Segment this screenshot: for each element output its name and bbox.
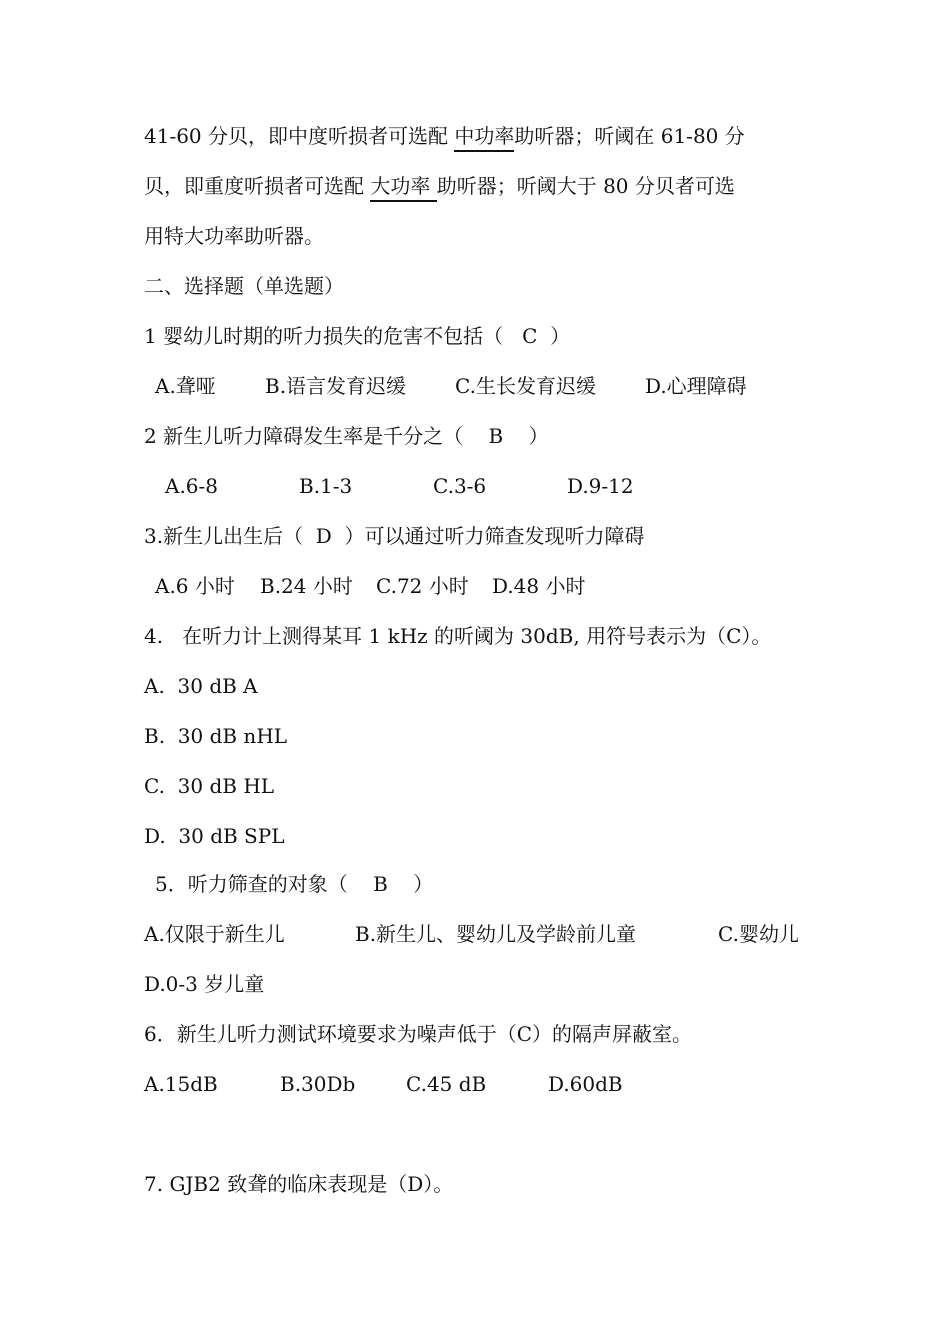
- q4-option-b: B. 30 dB nHL: [144, 724, 288, 748]
- q2-option-d: D.9-12: [567, 474, 634, 498]
- q6-option-b: B.30Db: [280, 1072, 356, 1096]
- question-6-stem: 6．新生儿听力测试环境要求为噪声低于（C）的隔声屏蔽室。: [144, 1022, 693, 1046]
- text-segment: 助听器；听阈在 61-80 分: [514, 124, 745, 148]
- text-segment: 助听器；听阈大于 80 分贝者可选: [436, 174, 735, 198]
- text-segment: 贝，即重度听损者可选配: [144, 174, 371, 198]
- underlined-answer: 中功率: [454, 124, 514, 152]
- q5-option-d: D.0-3 岁儿童: [144, 972, 265, 996]
- q4-option-a: A. 30 dB A: [144, 674, 258, 698]
- q5-option-c: C.婴幼儿: [718, 922, 799, 946]
- question-2-stem: 2 新生儿听力障碍发生率是千分之（ B ）: [144, 424, 549, 448]
- q2-option-a: A.6-8: [165, 474, 219, 498]
- question-7-stem: 7. GJB2 致聋的临床表现是（D）。: [144, 1172, 454, 1196]
- q2-option-c: C.3-6: [433, 474, 487, 498]
- question-4-stem: 4. 在听力计上测得某耳 1 kHz 的听阈为 30dB, 用符号表示为（C）。: [144, 624, 772, 648]
- question-5-stem: 5．听力筛查的对象（ B ）: [155, 872, 434, 896]
- q3-option-d: D.48 小时: [492, 574, 586, 598]
- q6-option-d: D.60dB: [548, 1072, 623, 1096]
- paragraph-line-2: [144, 174, 735, 202]
- q4-option-d: D. 30 dB SPL: [144, 824, 285, 848]
- q2-option-b: B.1-3: [299, 474, 353, 498]
- q1-option-b: B.语言发育迟缓: [265, 374, 407, 398]
- q1-option-d: D.心理障碍: [645, 374, 747, 398]
- q4-option-c: C. 30 dB HL: [144, 774, 275, 798]
- question-1-stem: 1 婴幼儿时期的听力损失的危害不包括（ C ）: [144, 324, 571, 348]
- paragraph-line-3: 用特大功率助听器。: [144, 224, 324, 248]
- underlined-answer: 大功率: [370, 174, 436, 202]
- q1-option-a: A.聋哑: [155, 374, 216, 398]
- q5-option-b: B.新生儿、婴幼儿及学龄前儿童: [355, 922, 637, 946]
- q3-option-a: A.6 小时: [155, 574, 235, 598]
- text-segment: 41-60 分贝，即中度听损者可选配: [144, 124, 455, 148]
- q1-option-c: C.生长发育迟缓: [455, 374, 596, 398]
- q6-option-a: A.15dB: [144, 1072, 218, 1096]
- q5-option-a: A.仅限于新生儿: [144, 922, 285, 946]
- paragraph-line-1: [144, 124, 745, 152]
- q6-option-c: C.45 dB: [406, 1072, 487, 1096]
- section-title: 二、选择题（单选题）: [144, 274, 344, 298]
- q3-option-b: B.24 小时: [260, 574, 353, 598]
- question-3-stem: 3.新生儿出生后（ D ）可以通过听力筛查发现听力障碍: [144, 524, 645, 548]
- q3-option-c: C.72 小时: [376, 574, 469, 598]
